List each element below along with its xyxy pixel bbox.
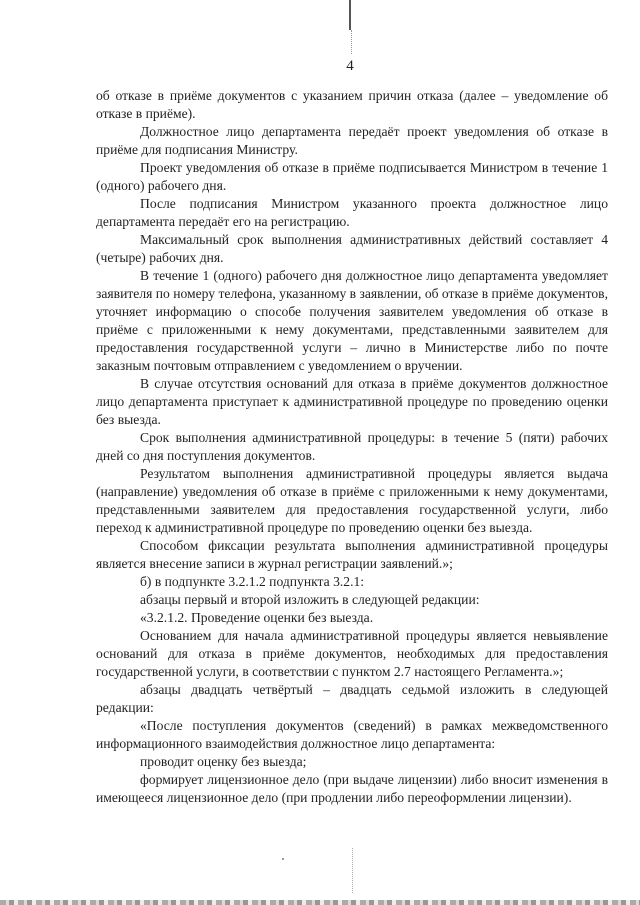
paragraph: б) в подпункте 3.2.1.2 подпункта 3.2.1: <box>140 574 365 589</box>
paragraph: абзацы первый и второй изложить в следующей редакции: <box>140 592 480 607</box>
paragraph: Максимальный срок выполнения административных действий составляет 4 (четыре) рабочих дня. <box>96 232 608 265</box>
paragraph: В случае отсутствия оснований для отказа в приёме документов должностное лицо департамента приступает к административной процедуре по проведению оценки без выезда. <box>96 376 608 427</box>
paragraph: После подписания Министром указанного проекта должностное лицо департамента передаёт его на регистрацию. <box>96 196 608 229</box>
paragraph: Основанием для начала административной процедуры является невыявление оснований для отказа в приёме документов, необходимых для предоставления государственной услуги, в соответствии с пунктом 2.7 настоящего Регламента.»; <box>96 628 608 679</box>
scan-artifact-top-line <box>349 0 351 30</box>
paragraph: формирует лицензионное дело (при выдаче лицензии) либо вносит изменения в имеющееся лицензионное дело (при продлении либо переоформлении лицензии). <box>96 772 608 805</box>
paragraph: «3.2.1.2. Проведение оценки без выезда. <box>140 610 374 625</box>
scan-artifact-bottom-dots <box>352 848 354 893</box>
paragraph: В течение 1 (одного) рабочего дня должностное лицо департамента уведомляет заявителя по номеру телефона, указанному в заявлении, об отказе в приёме документов, уточняет информацию о способе получения заявителем уведомления об отказе в приёме с приложенными к нему документами, представленными заявителем для предоставления государственной услуги – лично в Министерстве либо по почте заказным почтовым отправлением с уведомлением о вручении. <box>96 268 608 373</box>
paragraph: Способом фиксации результата выполнения административной процедуры является внесение записи в журнал регистрации заявлений.»; <box>96 538 608 571</box>
paragraph: Результатом выполнения административной процедуры является выдача (направление) уведомления об отказе в приёме с приложенными к нему документами, представленными заявителем для предоставления государственной услуги, либо переход к административной процедуре по проведению оценки без выезда. <box>96 466 608 535</box>
paragraph: проводит оценку без выезда; <box>140 754 307 769</box>
paragraph: Должностное лицо департамента передаёт проект уведомления об отказе в приёме для подписания Министру. <box>96 124 608 157</box>
scan-artifact-bottom-edge <box>0 900 640 905</box>
scan-artifact-bottom-speck <box>282 858 284 860</box>
paragraph-continuation: об отказе в приёме документов с указанием причин отказа (далее – уведомление об отказе в приёме). <box>96 88 608 121</box>
scan-artifact-top-dots <box>351 30 353 54</box>
paragraph: Проект уведомления об отказе в приёме подписывается Министром в течение 1 (одного) рабочего дня. <box>96 160 608 193</box>
paragraph: «После поступления документов (сведений) в рамках межведомственного информационного взаимодействия должностное лицо департамента: <box>96 718 608 751</box>
document-body <box>96 87 608 807</box>
page-number: 4 <box>346 58 354 74</box>
paragraph: абзацы двадцать четвёртый – двадцать седьмой изложить в следующей редакции: <box>96 682 608 715</box>
paragraph: Срок выполнения административной процедуры: в течение 5 (пяти) рабочих дней со дня поступления документов. <box>96 430 608 463</box>
